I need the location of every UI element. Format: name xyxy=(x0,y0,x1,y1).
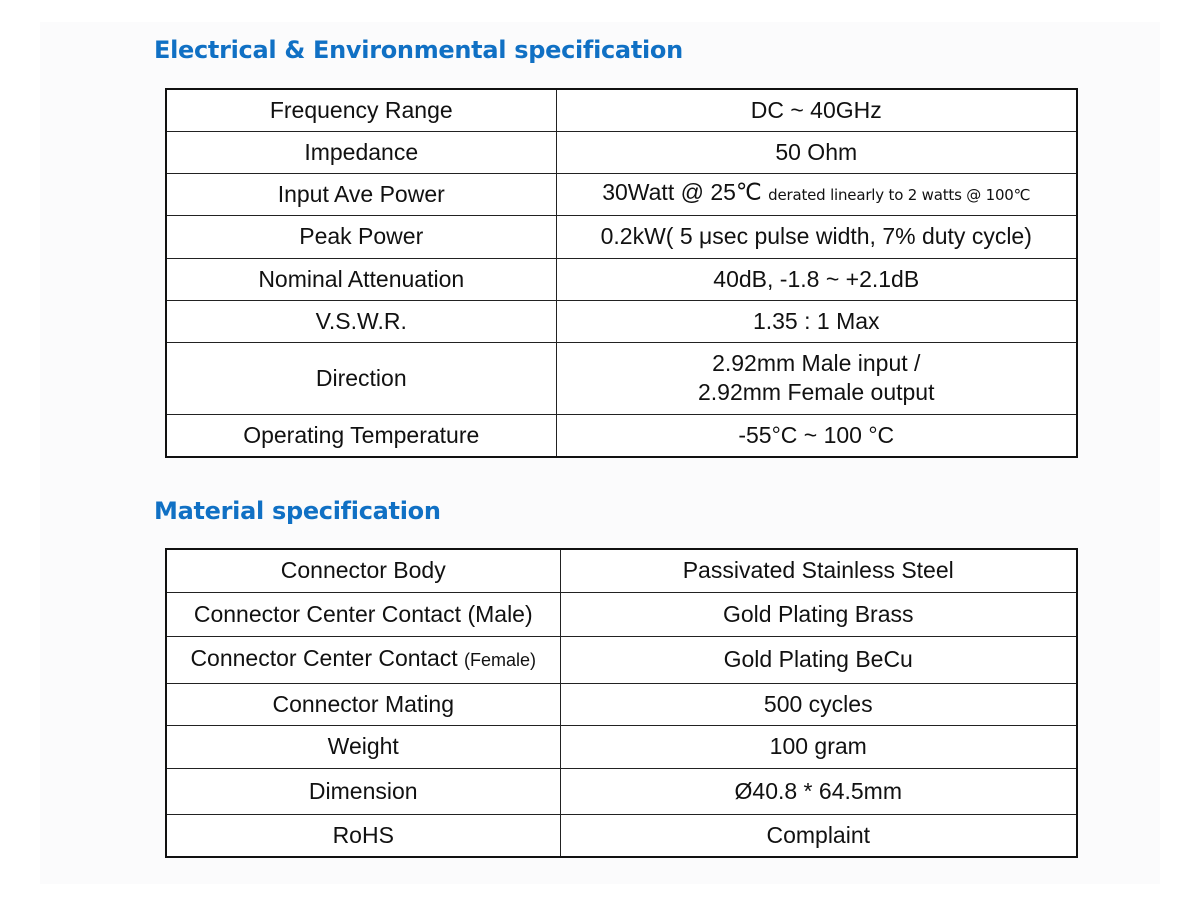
table-row xyxy=(166,592,1077,636)
table-row xyxy=(166,814,1077,857)
spec-value: -55°C ~ 100 °C xyxy=(556,414,1077,457)
spec-value: 1.35 : 1 Max xyxy=(556,300,1077,342)
spec-label: Impedance xyxy=(166,131,556,173)
table-row xyxy=(166,258,1077,300)
spec-label: Operating Temperature xyxy=(166,414,556,457)
table-row xyxy=(166,173,1077,215)
spec-value: DC ~ 40GHz xyxy=(556,89,1077,131)
table-row xyxy=(166,300,1077,342)
table-row xyxy=(166,768,1077,814)
electrical-spec-table xyxy=(165,88,1078,458)
spec-label: V.S.W.R. xyxy=(166,300,556,342)
spec-value: Passivated Stainless Steel xyxy=(560,549,1077,592)
spec-value-line: 2.92mm Male input / xyxy=(712,350,921,376)
spec-label: Connector Center Contact xyxy=(193,600,468,627)
spec-label-qualifier: (Female) xyxy=(464,650,537,670)
spec-label: Connector Body xyxy=(166,549,560,592)
spec-label-cell xyxy=(166,636,560,683)
material-spec-table xyxy=(165,548,1078,858)
spec-value: 500 cycles xyxy=(560,683,1077,725)
spec-value-cell xyxy=(556,173,1077,215)
spec-value: 100 gram xyxy=(560,725,1077,768)
spec-label: Frequency Range xyxy=(166,89,556,131)
spec-label: Dimension xyxy=(166,768,560,814)
spec-value: 30Watt @ 25℃ xyxy=(602,179,762,205)
spec-label: Nominal Attenuation xyxy=(166,258,556,300)
table-row xyxy=(166,342,1077,414)
table-row xyxy=(166,683,1077,725)
spec-value: 0.2kW( 5 μsec pulse width, 7% duty cycle) xyxy=(556,215,1077,258)
table-row xyxy=(166,89,1077,131)
table-row xyxy=(166,725,1077,768)
table-row xyxy=(166,636,1077,683)
table-row xyxy=(166,131,1077,173)
spec-label: RoHS xyxy=(166,814,560,857)
spec-label-qualifier: (Male) xyxy=(467,600,533,627)
spec-value-line: 2.92mm Female output xyxy=(697,379,935,405)
spec-value: 50 Ohm xyxy=(556,131,1077,173)
spec-label: Weight xyxy=(166,725,560,768)
spec-value: Gold Plating BeCu xyxy=(560,636,1077,683)
spec-label-cell xyxy=(166,592,560,636)
spec-value: Complaint xyxy=(560,814,1077,857)
spec-value-cell xyxy=(556,342,1077,414)
spec-value: Ø40.8 * 64.5mm xyxy=(560,768,1077,814)
table-row xyxy=(166,215,1077,258)
table-row xyxy=(166,414,1077,457)
spec-label: Connector Center Contact xyxy=(190,645,465,671)
spec-value-note: derated linearly to 2 watts @ 100℃ xyxy=(768,186,1031,204)
table-row xyxy=(166,549,1077,592)
spec-label: Connector Mating xyxy=(166,683,560,725)
material-section-title: Material specification xyxy=(154,497,441,525)
spec-label: Input Ave Power xyxy=(166,173,556,215)
spec-label: Direction xyxy=(166,342,556,414)
electrical-section-title: Electrical & Environmental specification xyxy=(154,36,683,64)
spec-label: Peak Power xyxy=(166,215,556,258)
spec-value: 40dB, -1.8 ~ +2.1dB xyxy=(556,258,1077,300)
spec-value: Gold Plating Brass xyxy=(560,592,1077,636)
